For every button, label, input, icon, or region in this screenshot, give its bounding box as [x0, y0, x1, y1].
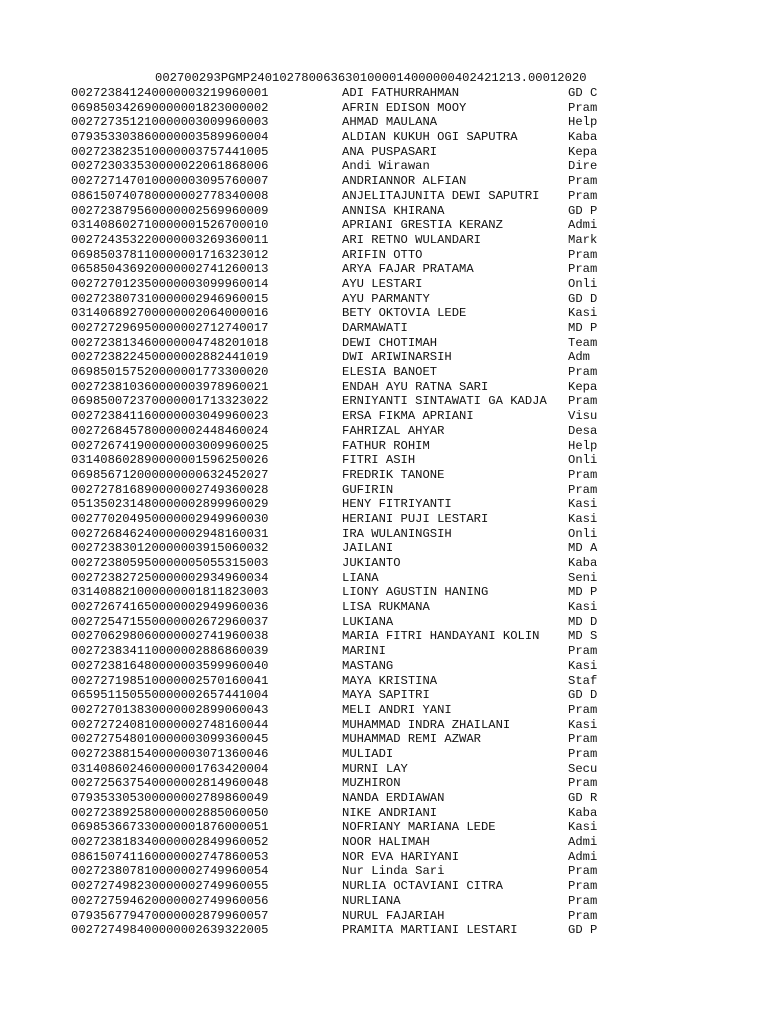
record-code: 002727296950000002712740017: [71, 321, 269, 335]
record-code: 002727240810000002748160044: [71, 717, 269, 732]
record-row: [71, 688, 711, 703]
record-row: [71, 262, 711, 277]
record-code: 002723827250000002934960034: [71, 570, 269, 585]
record-code: 002727498230000002749960055: [71, 879, 269, 894]
record-row: [71, 409, 711, 424]
employee-position: Pram: [568, 864, 598, 879]
record-row: [71, 365, 711, 380]
employee-position: Pram: [568, 879, 598, 894]
employee-position: MD D: [568, 614, 598, 629]
employee-name: ARI RETNO WULANDARI: [342, 232, 481, 247]
employee-position: Kaba: [568, 805, 598, 820]
employee-name: ANJELITAJUNITA DEWI SAPUTRI: [342, 188, 540, 203]
record-code: 069853667330000001876000051: [71, 820, 269, 835]
record-code: 002723879560000002569960009: [71, 203, 269, 218]
employee-name: GUFIRIN: [342, 482, 394, 497]
employee-position: Kaba: [568, 130, 598, 145]
record-row: [71, 923, 711, 938]
employee-name: MAYA SAPITRI: [342, 688, 430, 703]
record-code: 002723805950000005055315003: [71, 556, 269, 570]
employee-position: MD P: [568, 585, 598, 600]
employee-position: Pram: [568, 247, 598, 262]
employee-position: Admi: [568, 835, 598, 850]
employee-position: Pram: [568, 644, 598, 659]
record-row: [71, 718, 711, 733]
employee-name: AYU LESTARI: [342, 276, 423, 291]
record-row: [71, 159, 711, 174]
employee-position: GD P: [568, 203, 598, 218]
employee-name: FITRI ASIH: [342, 453, 416, 468]
employee-position: Pram: [568, 482, 598, 497]
record-row: [71, 644, 711, 659]
employee-position: GD R: [568, 791, 598, 805]
employee-name: NIKE ANDRIANI: [342, 805, 438, 820]
record-row: [71, 820, 711, 835]
employee-name: PRAMITA MARTIANI LESTARI: [342, 923, 518, 938]
record-code: 002723834110000002886860039: [71, 644, 269, 659]
employee-name: ADI FATHURRAHMAN: [342, 86, 460, 100]
employee-name: ANA PUSPASARI: [342, 144, 438, 159]
employee-position: Help: [568, 438, 598, 453]
employee-position: Mark: [568, 232, 598, 247]
record-code: 069850342690000001823000002: [71, 100, 269, 115]
employee-position: Pram: [568, 776, 598, 791]
record-code: 002723841240000003219960001: [71, 86, 269, 100]
employee-name: ANNISA KHIRANA: [342, 203, 445, 218]
record-code: 069850072370000001713323022: [71, 394, 269, 409]
record-row: [71, 585, 711, 600]
record-code: 031408602890000001596250026: [71, 453, 269, 468]
record-row: [71, 292, 711, 307]
employee-position: Pram: [568, 174, 598, 189]
employee-name: DEWI CHOTIMAH: [342, 335, 438, 350]
record-code: 069856712000000000632452027: [71, 467, 269, 482]
record-code: 002706298060000002741960038: [71, 629, 269, 644]
record-code: 002727548010000003099360045: [71, 732, 269, 747]
record-row: [71, 248, 711, 263]
employee-position: Pram: [568, 467, 598, 482]
record-row: [71, 835, 711, 850]
employee-name: HENY FITRIYANTI: [342, 497, 452, 512]
employee-name: LIANA: [342, 570, 379, 585]
employee-name: MUHAMMAD INDRA ZHAILANI: [342, 717, 511, 732]
record-code: 086150740780000002778340008: [71, 188, 269, 203]
record-row: [71, 732, 711, 747]
record-code: 002727198510000002570160041: [71, 673, 269, 688]
record-row: [71, 86, 711, 101]
record-code: 002726741650000002949960036: [71, 600, 269, 615]
record-code: 002727351210000003009960003: [71, 115, 269, 130]
record-row: [71, 776, 711, 791]
record-code: 002726845780000002448460024: [71, 423, 269, 438]
employee-name: NURLIANA: [342, 893, 401, 908]
employee-position: Pram: [568, 893, 598, 908]
employee-name: LISA RUKMANA: [342, 600, 430, 615]
record-row: [71, 204, 711, 219]
employee-position: Kaba: [568, 556, 598, 570]
record-code: 002723810360000003978960021: [71, 379, 269, 394]
record-row: [71, 115, 711, 130]
employee-position: Adm: [568, 350, 598, 365]
record-code: 079353305300000002789860049: [71, 791, 269, 805]
record-row: [71, 541, 711, 556]
employee-name: NANDA ERDIAWAN: [342, 791, 445, 805]
record-row: [71, 233, 711, 248]
record-row: [71, 527, 711, 542]
record-code: 002723823510000003757441005: [71, 144, 269, 159]
employee-position: Kepa: [568, 379, 598, 394]
employee-position: GD D: [568, 688, 598, 703]
record-code: 002723881540000003071360046: [71, 746, 269, 761]
employee-name: AYU PARMANTY: [342, 291, 430, 306]
record-code: 002727147010000003095760007: [71, 174, 269, 189]
record-code: 031408821000000001811823003: [71, 585, 269, 600]
record-code: 002726846240000002948160031: [71, 526, 269, 541]
employee-position: Onli: [568, 526, 598, 541]
employee-name: MURNI LAY: [342, 761, 408, 776]
record-row: [71, 659, 711, 674]
record-row: [71, 512, 711, 527]
record-row: [71, 336, 711, 351]
record-row: [71, 629, 711, 644]
record-row: [71, 394, 711, 409]
record-row: [71, 145, 711, 160]
record-code: 065951150550000002657441004: [71, 688, 269, 703]
record-code: 002723892580000002885060050: [71, 805, 269, 820]
employee-name: JUKIANTO: [342, 556, 401, 570]
employee-position: Admi: [568, 218, 598, 233]
employee-position: Kasi: [568, 497, 598, 512]
employee-position: MD A: [568, 541, 598, 556]
employee-name: MULIADI: [342, 746, 394, 761]
employee-name: AHMAD MAULANA: [342, 115, 438, 130]
employee-position: Pram: [568, 365, 598, 380]
employee-name: ARIFIN OTTO: [342, 247, 423, 262]
record-row: [71, 703, 711, 718]
record-code: 031406892700000002064000016: [71, 306, 269, 321]
record-row: [71, 762, 711, 777]
record-code: 065850436920000002741260013: [71, 262, 269, 277]
employee-position: Team: [568, 335, 598, 350]
employee-name: IRA WULANINGSIH: [342, 526, 452, 541]
employee-name: DWI ARIWINARSIH: [342, 350, 452, 365]
record-code: 002723822450000002882441019: [71, 350, 269, 365]
employee-position: Pram: [568, 100, 598, 115]
employee-position: Help: [568, 115, 598, 130]
record-row: [71, 864, 711, 879]
record-code: 051350231480000002899960029: [71, 497, 269, 512]
employee-name: MARIA FITRI HANDAYANI KOLIN: [342, 629, 540, 644]
employee-name: LUKIANA: [342, 614, 394, 629]
record-code: 002726741900000003009960025: [71, 438, 269, 453]
employee-position: MD S: [568, 629, 598, 644]
employee-name: FATHUR ROHIM: [342, 438, 430, 453]
employee-position: Pram: [568, 908, 598, 923]
employee-position: Onli: [568, 453, 598, 468]
employee-position: Kasi: [568, 658, 598, 673]
employee-position: Kasi: [568, 600, 598, 615]
record-code: 086150741160000002747860053: [71, 849, 269, 864]
record-code: 079356779470000002879960057: [71, 908, 269, 923]
employee-name: NOOR HALIMAH: [342, 835, 430, 850]
employee-position: Desa: [568, 423, 598, 438]
record-code: 002723816480000003599960040: [71, 658, 269, 673]
record-code: 031408602710000001526700010: [71, 218, 269, 233]
employee-name: ENDAH AYU RATNA SARI: [342, 379, 489, 394]
record-row: [71, 468, 711, 483]
employee-name: MARINI: [342, 644, 386, 659]
record-row: [71, 674, 711, 689]
employee-position: Pram: [568, 394, 598, 409]
record-code: 002724353220000003269360011: [71, 232, 269, 247]
record-list: [71, 86, 711, 938]
record-row: [71, 306, 711, 321]
record-row: [71, 321, 711, 336]
employee-name: MELI ANDRI YANI: [342, 702, 452, 717]
record-row: [71, 497, 711, 512]
employee-name: BETY OKTOVIA LEDE: [342, 306, 467, 321]
record-header-line: 002700293PGMP240102780063630100001400000040242121З.00012020: [155, 71, 587, 85]
record-row: [71, 894, 711, 909]
employee-position: Onli: [568, 276, 598, 291]
employee-name: Andi Wirawan: [342, 159, 430, 174]
record-code: 002723813460000004748201018: [71, 335, 269, 350]
employee-name: ERSA FIKMA APRIANI: [342, 409, 474, 424]
employee-name: MAYA KRISTINA: [342, 673, 438, 688]
employee-position: Kepa: [568, 144, 598, 159]
record-row: [71, 483, 711, 498]
record-code: 002725637540000002814960048: [71, 776, 269, 791]
employee-position: Staf: [568, 673, 598, 688]
record-row: [71, 424, 711, 439]
employee-name: ERNIYANTI SINTAWATI GA KADJA: [342, 394, 547, 409]
employee-position: MD P: [568, 321, 598, 335]
employee-name: NOFRIANY MARIANA LEDE: [342, 820, 496, 835]
employee-name: MUZHIRON: [342, 776, 401, 791]
record-row: [71, 571, 711, 586]
employee-position: Kasi: [568, 511, 598, 526]
employee-name: ELESIA BANOET: [342, 365, 438, 380]
record-code: 002723830120000003915060032: [71, 541, 269, 556]
record-row: [71, 439, 711, 454]
employee-position: Pram: [568, 732, 598, 747]
employee-name: ANDRIANNOR ALFIAN: [342, 174, 467, 189]
record-row: [71, 350, 711, 365]
record-row: [71, 615, 711, 630]
record-code: 002770204950000002949960030: [71, 511, 269, 526]
employee-position: Pram: [568, 746, 598, 761]
record-row: [71, 130, 711, 145]
record-row: [71, 909, 711, 924]
record-row: [71, 189, 711, 204]
employee-position: GD D: [568, 291, 598, 306]
record-code: 002727498400000002639322005: [71, 923, 269, 938]
employee-name: MUHAMMAD REMI AZWAR: [342, 732, 481, 747]
record-code: 002725471550000002672960037: [71, 614, 269, 629]
employee-position: Dire: [568, 159, 598, 174]
record-row: [71, 600, 711, 615]
record-row: [71, 806, 711, 821]
record-row: [71, 850, 711, 865]
record-row: [71, 174, 711, 189]
employee-name: ARYA FAJAR PRATAMA: [342, 262, 474, 277]
record-code: 002723841160000003049960023: [71, 409, 269, 424]
record-code: 079353303860000003589960004: [71, 130, 269, 145]
employee-name: NOR EVA HARIYANI: [342, 849, 460, 864]
employee-position: Seni: [568, 570, 598, 585]
employee-position: Pram: [568, 188, 598, 203]
employee-name: ALDIAN KUKUH OGI SAPUTRA: [342, 130, 518, 145]
employee-position: Visu: [568, 409, 598, 424]
record-row: [71, 277, 711, 292]
employee-position: GD C: [568, 86, 598, 100]
record-row: [71, 879, 711, 894]
employee-name: LIONY AGUSTIN HANING: [342, 585, 489, 600]
record-code: 002727013830000002899060043: [71, 702, 269, 717]
record-row: [71, 747, 711, 762]
employee-name: JAILANI: [342, 541, 394, 556]
employee-name: FAHRIZAL AHYAR: [342, 423, 445, 438]
employee-name: HERIANI PUJI LESTARI: [342, 511, 489, 526]
record-code: 002727816890000002749360028: [71, 482, 269, 497]
employee-position: Secu: [568, 761, 598, 776]
record-code: 069850378110000001716323012: [71, 247, 269, 262]
record-code: 031408602460000001763420004: [71, 761, 269, 776]
employee-position: Pram: [568, 262, 598, 277]
record-code: 002723818340000002849960052: [71, 835, 269, 850]
employee-position: Kasi: [568, 306, 598, 321]
employee-name: APRIANI GRESTIA KERANZ: [342, 218, 503, 233]
record-code: 002723033530000022061868006: [71, 159, 269, 174]
record-row: [71, 556, 711, 571]
record-row: [71, 453, 711, 468]
record-row: [71, 101, 711, 116]
employee-name: AFRIN EDISON MOOY: [342, 100, 467, 115]
employee-position: Pram: [568, 702, 598, 717]
record-code: 002727012350000003099960014: [71, 276, 269, 291]
employee-name: NURUL FAJARIAH: [342, 908, 445, 923]
employee-name: Nur Linda Sari: [342, 864, 445, 879]
record-code: 002723807810000002749960054: [71, 864, 269, 879]
employee-name: DARMAWATI: [342, 321, 408, 335]
employee-position: GD P: [568, 923, 598, 938]
record-row: [71, 380, 711, 395]
employee-name: MASTANG: [342, 658, 394, 673]
employee-position: Admi: [568, 849, 598, 864]
employee-name: NURLIA OCTAVIANI CITRA: [342, 879, 503, 894]
record-row: [71, 791, 711, 806]
record-row: [71, 218, 711, 233]
employee-name: FREDRIK TANONE: [342, 467, 445, 482]
record-code: 002723807310000002946960015: [71, 291, 269, 306]
record-code: 069850157520000001773300020: [71, 365, 269, 380]
employee-position: Kasi: [568, 820, 598, 835]
employee-position: Kasi: [568, 717, 598, 732]
record-code: 002727594620000002749960056: [71, 893, 269, 908]
